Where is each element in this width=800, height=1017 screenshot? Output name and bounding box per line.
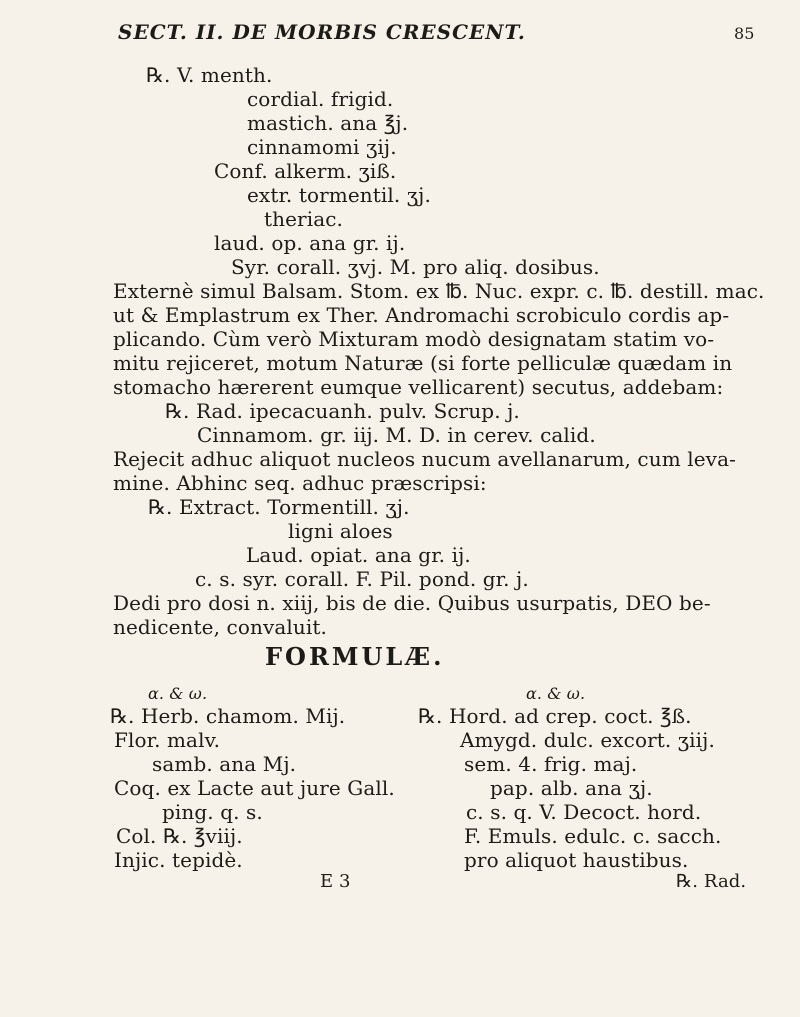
text-line: cinnamomi ʒij. <box>247 135 397 159</box>
text-line: mitu rejiceret, motum Naturæ (si forte pelliculæ quædam in <box>113 351 733 375</box>
formula-line: pap. alb. ana ʒj. <box>490 776 653 800</box>
text-line: Dedi pro dosi n. xiij, bis de die. Quibus usurpatis, DEO be- <box>113 591 711 615</box>
formula-label: α. & ω. <box>526 684 586 703</box>
formula-line: Coq. ex Lacte aut jure Gall. <box>114 776 395 800</box>
text-line: mine. Abhinc seq. adhuc præscripsi: <box>113 471 487 495</box>
text-line: ligni aloes <box>288 519 393 543</box>
text-line: c. s. syr. corall. F. Pil. pond. gr. j. <box>195 567 529 591</box>
formula-line: pro aliquot haustibus. <box>464 848 689 872</box>
text-line: Externè simul Balsam. Stom. ex ℔. Nuc. expr. c. ℔. destill. mac. <box>113 279 765 303</box>
formula-line: Col. ℞. ℥viij. <box>116 824 243 848</box>
running-title: SECT. II. DE MORBIS CRESCENT. <box>118 20 526 44</box>
formula-line: samb. ana Mj. <box>152 752 297 776</box>
section-title: FORMULÆ. <box>265 642 445 671</box>
text-line: stomacho hærerent eumque vellicarent) secutus, addebam: <box>113 375 724 399</box>
text-line: nedicente, convaluit. <box>113 615 327 639</box>
formula-line: Flor. malv. <box>114 728 221 752</box>
text-line: Syr. corall. ʒvj. M. pro aliq. dosibus. <box>231 255 600 279</box>
formula-label: α. & ω. <box>148 684 208 703</box>
text-line: ℞. V. menth. <box>146 63 273 87</box>
text-line: Rejecit adhuc aliquot nucleos nucum avellanarum, cum leva- <box>113 447 736 471</box>
text-line: Conf. alkerm. ʒiß. <box>214 159 397 183</box>
text-line: cordial. frigid. <box>247 87 394 111</box>
formula-line: ℞. Herb. chamom. Mij. <box>110 704 346 728</box>
text-line: extr. tormentil. ʒj. <box>247 183 431 207</box>
formula-line: Injic. tepidè. <box>114 848 243 872</box>
text-line: ℞. Rad. ipecacuanh. pulv. Scrup. j. <box>165 399 520 423</box>
formula-line: ℞. Hord. ad crep. coct. ℥ß. <box>418 704 692 728</box>
text-line: Cinnamom. gr. iij. M. D. in cerev. calid. <box>197 423 596 447</box>
formula-line: sem. 4. frig. maj. <box>464 752 638 776</box>
text-line: mastich. ana ℥j. <box>247 111 409 135</box>
text-line: ℞. Extract. Tormentill. ʒj. <box>148 495 410 519</box>
catchword: ℞. Rad. <box>676 871 747 892</box>
text-line: plicando. Cùm verò Mixturam modò designatam statim vo- <box>113 327 715 351</box>
formula-line: F. Emuls. edulc. c. sacch. <box>464 824 722 848</box>
text-line: ut & Emplastrum ex Ther. Andromachi scrobiculo cordis ap- <box>113 303 730 327</box>
formula-line: c. s. q. V. Decoct. hord. <box>466 800 702 824</box>
signature-mark: E 3 <box>320 871 351 892</box>
text-line: laud. op. ana gr. ij. <box>214 231 406 255</box>
formula-line: Amygd. dulc. excort. ʒiij. <box>460 728 715 752</box>
text-line: Laud. opiat. ana gr. ij. <box>246 543 471 567</box>
page-number: 85 <box>734 24 755 43</box>
formula-line: ping. q. s. <box>162 800 263 824</box>
text-line: theriac. <box>264 207 343 231</box>
